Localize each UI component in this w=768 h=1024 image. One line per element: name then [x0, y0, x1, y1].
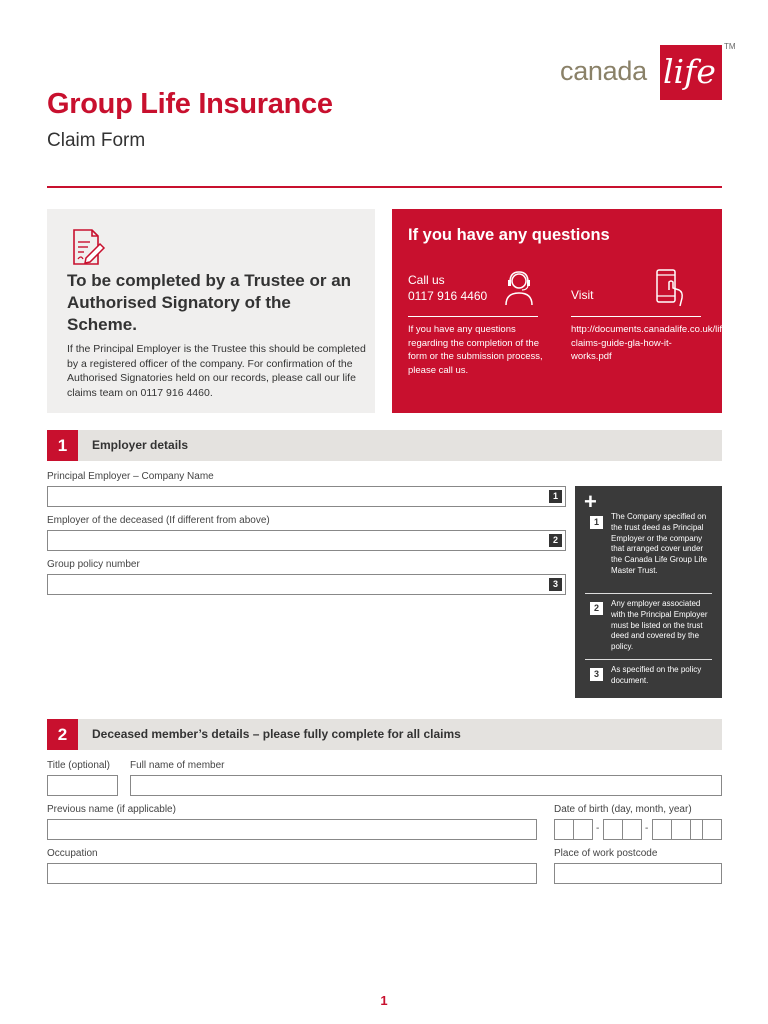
date-of-birth-label: Date of birth (day, month, year) — [554, 804, 692, 815]
call-us-description: If you have any questions regarding the completion of the form or the submission process, please call us. — [408, 324, 543, 376]
postcode-input[interactable] — [554, 863, 722, 884]
trustee-heading: To be completed by a Trustee or an Authorised Signatory of the Scheme. — [67, 271, 352, 334]
call-us-label: Call us — [408, 273, 445, 287]
occupation-label: Occupation — [47, 848, 98, 859]
dob-month-digit-2[interactable] — [622, 819, 642, 840]
note-2-marker: 2 — [549, 534, 562, 547]
logo-wordmark-canada: canada — [560, 56, 647, 86]
page-number: 1 — [380, 993, 388, 1008]
dob-year-digit-1[interactable] — [652, 819, 672, 840]
dob-day-digit-2[interactable] — [573, 819, 593, 840]
note-3-badge: 3 — [590, 668, 603, 681]
guide-link[interactable]: http://documents.canadalife.co.uk/life-claims-guide-gla-how-it-works.pdf — [571, 324, 731, 362]
full-name-label: Full name of member — [130, 760, 225, 771]
headset-icon — [503, 269, 535, 312]
postcode-label: Place of work postcode — [554, 848, 658, 859]
previous-name-input[interactable] — [47, 819, 537, 840]
title-label: Title (optional) — [47, 760, 110, 771]
section-1-number: 1 — [47, 430, 78, 461]
note-1-marker: 1 — [549, 490, 562, 503]
page-title: Group Life Insurance — [47, 88, 333, 120]
employer-of-deceased-label: Employer of the deceased (If different from above) — [47, 515, 270, 526]
note-3-text: As specified on the policy document. — [611, 665, 702, 685]
section-2-title: Deceased member’s details – please fully complete for all claims — [92, 727, 461, 741]
page-subtitle: Claim Form — [47, 130, 146, 151]
principal-employer-label: Principal Employer – Company Name — [47, 471, 214, 482]
questions-heading: If you have any questions — [408, 226, 610, 244]
title-input[interactable] — [47, 775, 118, 796]
dob-separator: - — [596, 823, 600, 834]
dob-year-digit-4[interactable] — [702, 819, 722, 840]
section-1-title: Employer details — [92, 438, 189, 452]
note-2-badge: 2 — [590, 602, 603, 615]
trademark-symbol: TM — [724, 42, 736, 51]
section-2-number: 2 — [47, 719, 78, 750]
dob-year-digit-2[interactable] — [671, 819, 691, 840]
note-1-badge: 1 — [590, 516, 603, 529]
note-2-text: Any employer associated with the Principal Employer must be listed on the trust deed and covered by the policy. — [611, 599, 708, 652]
title-divider — [47, 186, 722, 188]
note-3-marker: 3 — [549, 578, 562, 591]
visit-divider — [571, 316, 701, 317]
dob-separator: - — [645, 823, 649, 834]
group-policy-number-input[interactable] — [47, 574, 566, 595]
logo-wordmark-life: life — [663, 52, 716, 91]
group-policy-number-label: Group policy number — [47, 559, 140, 570]
call-divider — [408, 316, 538, 317]
full-name-input[interactable] — [130, 775, 722, 796]
phone-number[interactable]: 0117 916 4460 — [408, 289, 488, 303]
previous-name-label: Previous name (if applicable) — [47, 804, 176, 815]
note-divider — [585, 593, 712, 594]
occupation-input[interactable] — [47, 863, 537, 884]
note-divider — [585, 659, 712, 660]
dob-month-digit-1[interactable] — [603, 819, 623, 840]
principal-employer-input[interactable] — [47, 486, 566, 507]
document-pen-icon — [72, 228, 106, 271]
employer-of-deceased-input[interactable] — [47, 530, 566, 551]
note-1-text: The Company specified on the trust deed as Principal Employer or the company that arranged cover under the Canada Life Group Life Master Trust. — [611, 512, 708, 575]
plus-icon: + — [584, 489, 597, 514]
visit-label: Visit — [571, 288, 594, 302]
trustee-body-text: If the Principal Employer is the Trustee this should be completed by a registered officer of the company. For confirmation of the Authorised Signatories held on our records, please call our life claims team on 0117 916 4460. — [67, 343, 366, 399]
dob-day-digit-1[interactable] — [554, 819, 574, 840]
mobile-phone-hand-icon — [653, 268, 689, 313]
